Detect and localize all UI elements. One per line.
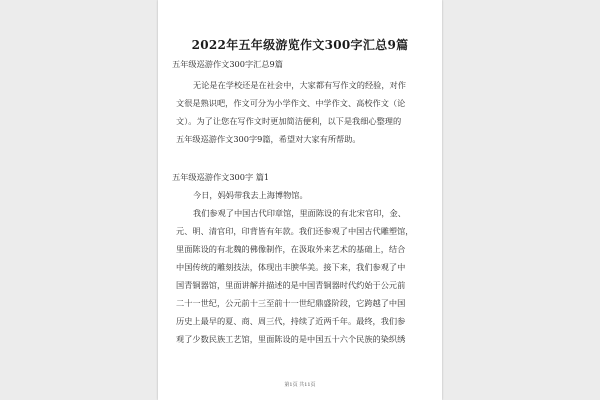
document-subtitle: 五年级巡游作文300字汇总9篇 bbox=[172, 59, 283, 69]
body-line-4: 里面陈设的有北魏的佛像制作，在汲取外来艺术的基础上，结合 bbox=[176, 244, 406, 254]
body-line-8: 历史上最早的夏、商、周三代，持续了近两千年。最终，我们参 bbox=[176, 316, 406, 326]
body-line-9: 观了少数民族工艺馆，里面陈设的是中国五十六个民族的染织绣 bbox=[176, 334, 406, 344]
page-footer: 第1页 共11页 bbox=[284, 382, 316, 388]
body-line-5: 中国传统的雕刻技法，体现出丰腴华美。接下来，我们参观了中 bbox=[176, 262, 406, 272]
body-line-7: 二十一世纪，公元前十三至前十一世纪鼎盛阶段，它跨越了中国 bbox=[176, 298, 406, 308]
intro-line-4: 五年级巡游作文300字9篇，希望对大家有所帮助。 bbox=[176, 134, 361, 144]
body-line-6: 国青铜器馆，里面讲解并描述的是中国青铜器时代约始于公元前 bbox=[176, 280, 406, 290]
body-line-3: 元、明、清官印，印背皆有年款。我们还参观了中国古代雕塑馆， bbox=[176, 226, 414, 236]
document-title: 2022年五年级游览作文300字汇总9篇 bbox=[191, 38, 409, 52]
intro-line-2: 文很是熟识吧，作文可分为小学作文、中学作文、高校作文（论 bbox=[176, 98, 406, 108]
body-line-1: 今日，妈妈带我去上海博物馆。 bbox=[193, 190, 308, 200]
section-heading: 五年级巡游作文300字 篇1 bbox=[172, 172, 270, 182]
body-line-2: 我们参观了中国古代印章馆，里面陈设的有北宋官印，金、 bbox=[193, 208, 406, 218]
document-page bbox=[158, 0, 442, 400]
intro-line-3: 文）。为了让您在写作文时更加简洁便利，以下是我细心整理的 bbox=[176, 116, 402, 126]
intro-line-1: 无论是在学校还是在社会中，大家都有写作文的经验，对作 bbox=[193, 80, 406, 90]
